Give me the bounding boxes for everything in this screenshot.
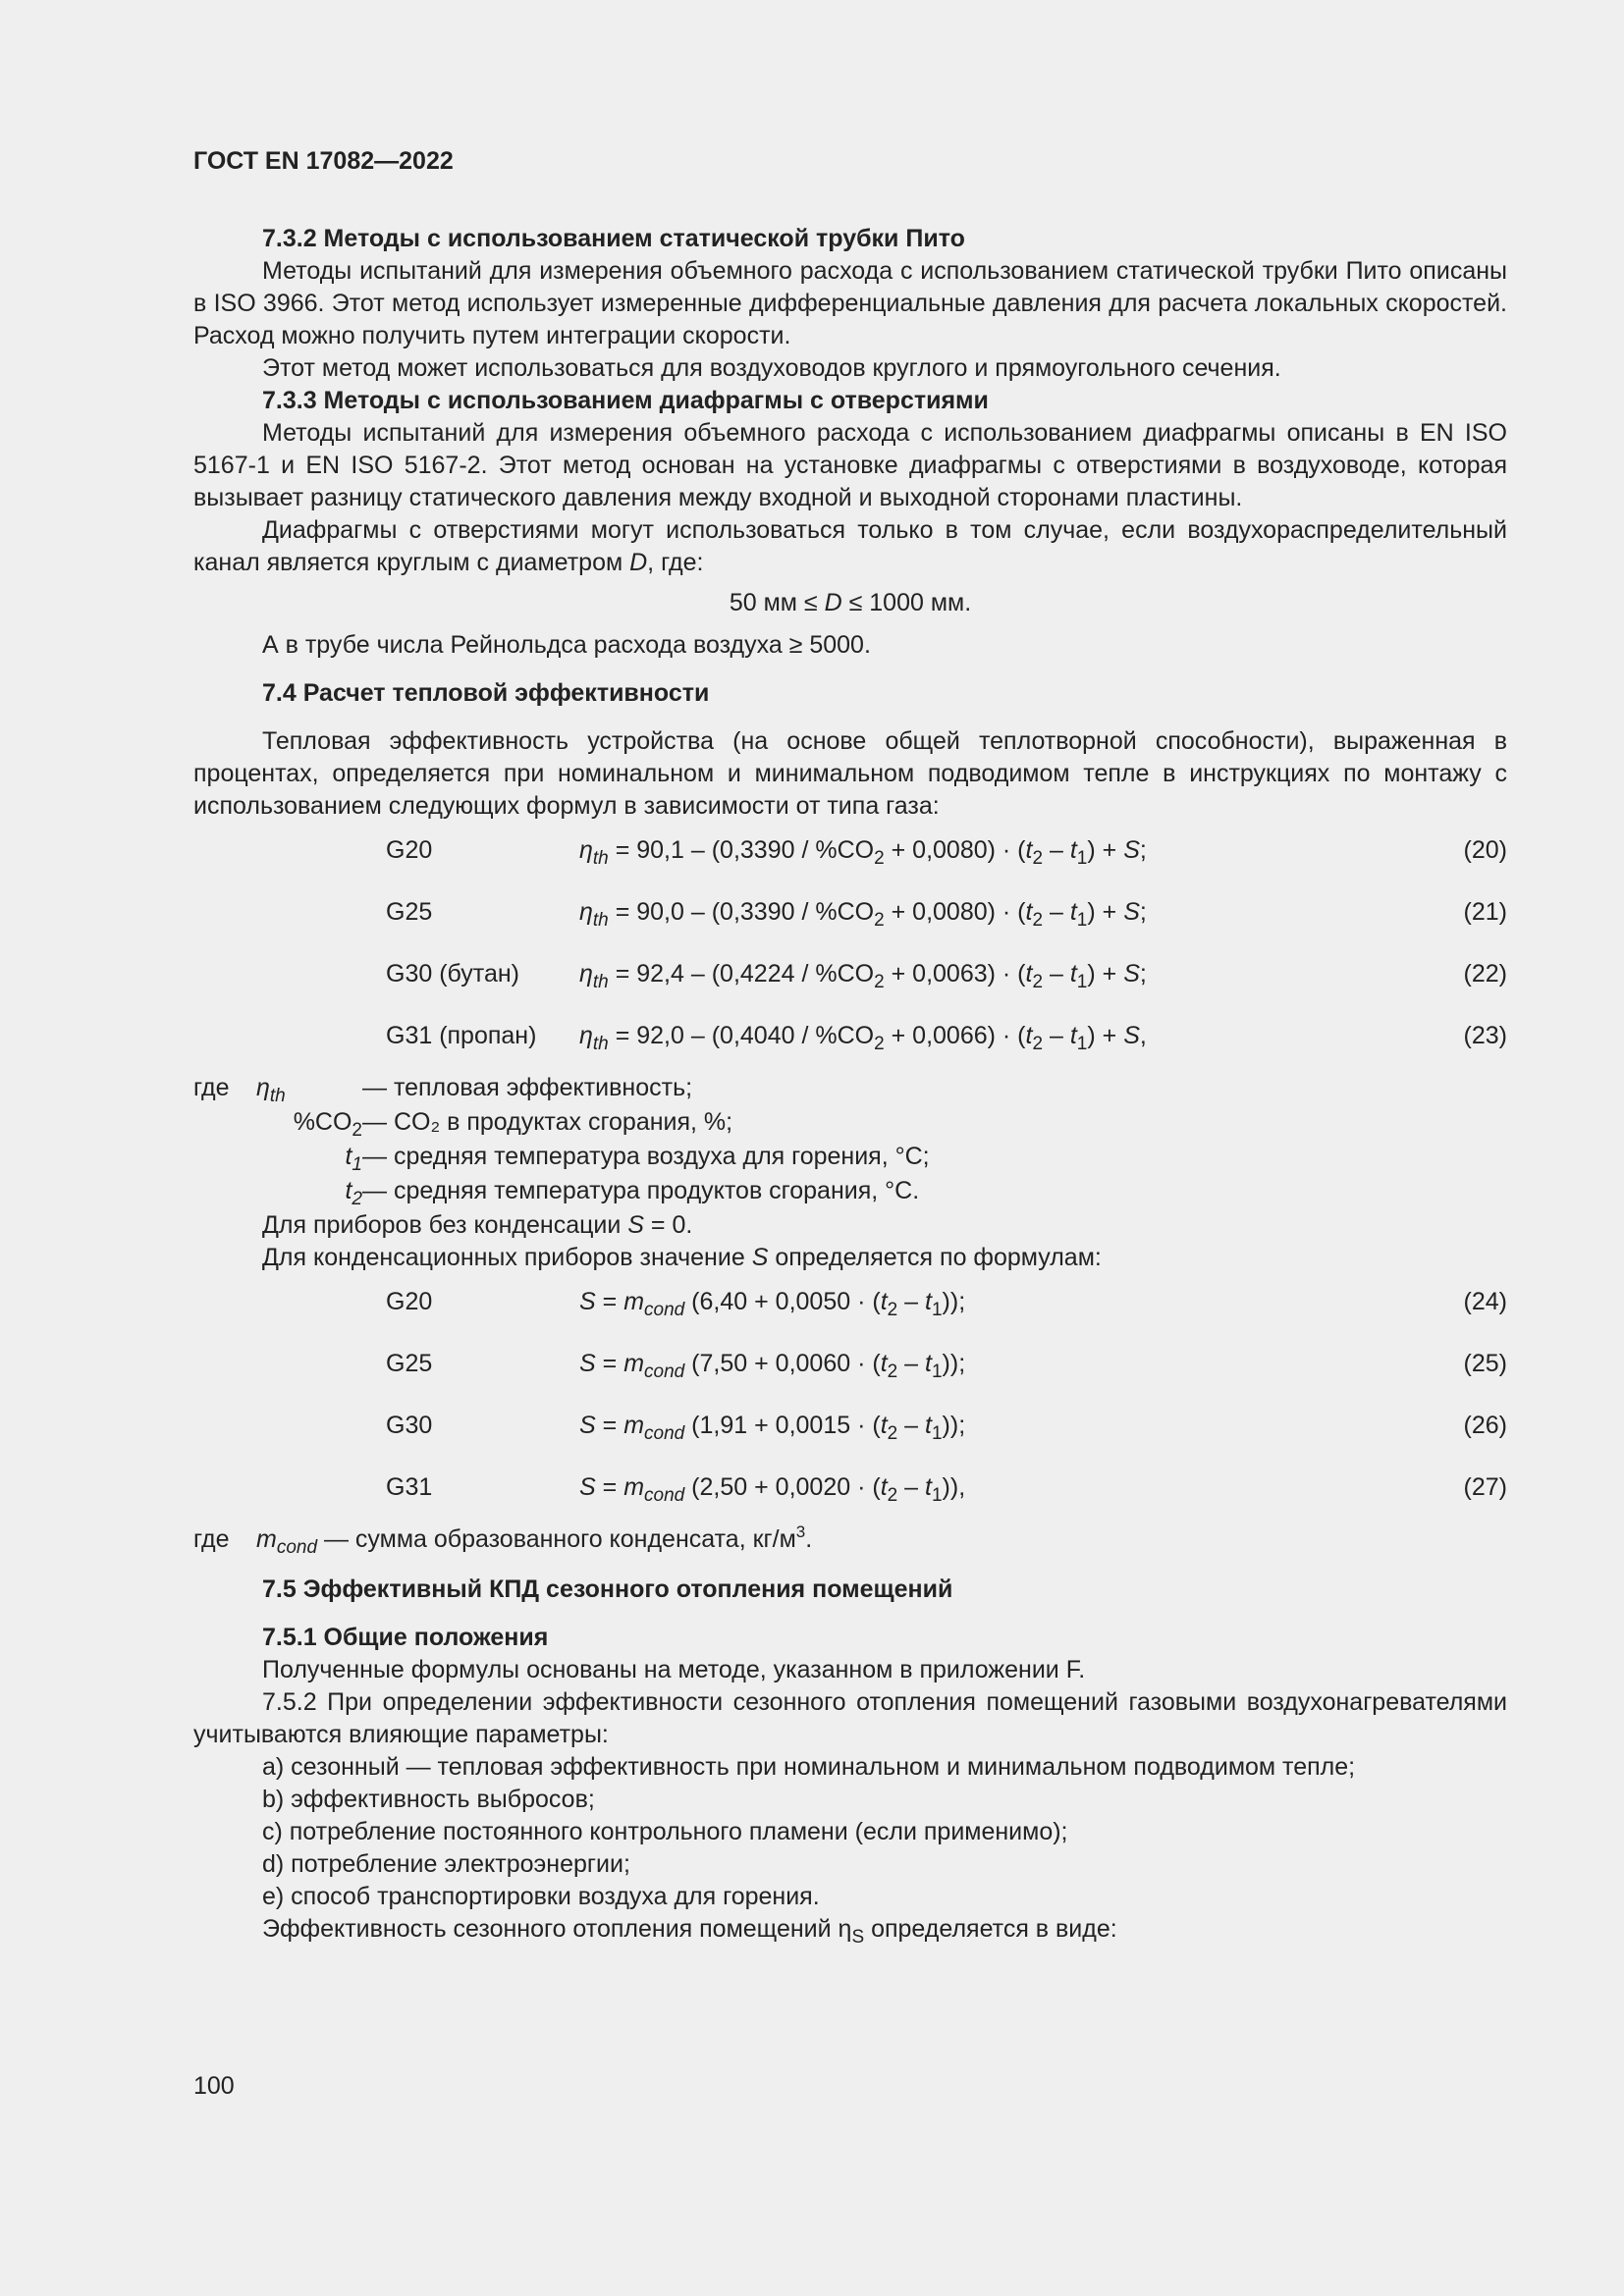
equation-number: (22) [1463, 960, 1507, 988]
section-heading-7-5: 7.5 Эффективный КПД сезонного отопления помещений [262, 1575, 953, 1603]
formula-row [193, 884, 1507, 946]
paragraph: Диафрагмы с отверстиями могут использоваться только в том случае, если воздухораспределительный канал является круглым с диаметром D, где: [193, 516, 1507, 576]
formula-expression: $\eta_{th} = 90,0 - (0,3390 / \%CO_2 + 0,0080) \cdot (t_2 - t_1) + S$; [579, 898, 1147, 931]
formula-row [193, 1336, 1507, 1398]
formula-expression: $\eta_{th} = 92,0 - (0,4040 / \%CO_2 + 0,0066) \cdot (t_2 - t_1) + S$, [579, 1022, 1147, 1054]
equation-number: (23) [1463, 1022, 1507, 1049]
gas-type: G25 [386, 1350, 433, 1377]
paragraph: Тепловая эффективность устройства (на основе общей теплотворной способности), выраженная в процентах, определяется при номинальном и минимальном подводимом тепле в инструкциях по монтажу с использованием следующих формул в зависимости от типа газа: [193, 727, 1507, 820]
where-definition: где $\eta_{th}$ — тепловая эффективность; [193, 1074, 693, 1106]
formula-expression: $S = m_{cond}$ $(7,50 + 0,0060 \cdot (t_2 - t_1))$; [579, 1350, 966, 1382]
formula-row [193, 1008, 1507, 1070]
list-item: e) способ транспортировки воздуха для горения. [262, 1883, 820, 1910]
equation-number: (27) [1463, 1473, 1507, 1501]
list-item: d) потребление электроэнергии; [262, 1850, 630, 1878]
paragraph: Методы испытаний для измерения объемного расхода с использованием статической трубки Пито описаны в ISO 3966. Этот метод использует измеренные дифференциальные давления для расчета локальных скоростей. Расход можно получить путем интеграции скорости. [193, 257, 1507, 349]
document-body [193, 223, 1507, 1946]
diameter-condition: 50 мм ≤ D ≤ 1000 мм. [729, 589, 972, 616]
where-definition-mcond: где $m_{cond}$ — сумма образованного конденсата, $кг/м^3$. [193, 1522, 813, 1558]
equation-number: (25) [1463, 1350, 1507, 1377]
gas-type: G31 (пропан) [386, 1022, 537, 1049]
symbol: $\eta_{th}$ [256, 1074, 286, 1106]
page-number: 100 [193, 2072, 235, 2100]
gas-type: G31 [386, 1473, 433, 1501]
section-heading-7-4: 7.4 Расчет тепловой эффективности [262, 679, 710, 707]
definition-text: — тепловая эффективность; [362, 1074, 693, 1101]
section-heading-7-3-2: 7.3.2 Методы с использованием статической трубки Пито [262, 225, 965, 252]
document-header: ГОСТ EN 17082—2022 [193, 147, 454, 175]
formula-expression: $\eta_{th} = 90,1 - (0,3390 / \%CO_2 + 0,0080) \cdot (t_2 - t_1) + S$; [579, 836, 1147, 869]
gas-type: G25 [386, 898, 433, 926]
where-definitions [193, 1072, 1507, 1209]
equation-number: (21) [1463, 898, 1507, 926]
symbol: $t_1$ [345, 1143, 362, 1175]
symbol: $t_2$ [345, 1177, 362, 1209]
section-heading-7-5-1: 7.5.1 Общие положения [262, 1624, 549, 1651]
paragraph: 7.5.2 При определении эффективности сезонного отопления помещений газовыми воздухонагревателями учитываются влияющие параметры: [193, 1688, 1507, 1748]
symbol: $\%CO_2$ [293, 1108, 362, 1141]
paragraph: А в трубе числа Рейнольдса расхода воздуха ≥ 5000. [262, 631, 871, 659]
gas-type: G20 [386, 1288, 433, 1315]
where-definition [193, 1141, 1507, 1175]
list-item: b) эффективность выбросов; [262, 1786, 595, 1813]
where-definition [193, 1175, 1507, 1209]
section-heading-7-3-3: 7.3.3 Методы с использованием диафрагмы с отверстиями [262, 387, 989, 414]
gas-type: G20 [386, 836, 433, 864]
paragraph: Для конденсационных приборов значение S определяется по формулам: [262, 1244, 1102, 1271]
definition-text: — средняя температура воздуха для горения, °C; [362, 1143, 930, 1170]
paragraph: Методы испытаний для измерения объемного расхода с использованием диафрагмы описаны в EN ISO 5167-1 и EN ISO 5167-2. Этот метод основан на установке диафрагмы с отверстиями в воздуховоде, которая вызывает разницу статического давления между входной и выходной сторонами пластины. [193, 419, 1507, 511]
formula-row [193, 1398, 1507, 1460]
formula-row [193, 1460, 1507, 1522]
formula-row [193, 1274, 1507, 1336]
formula-row [193, 823, 1507, 884]
parameter-list [193, 1751, 1507, 1913]
definition-text: — средняя температура продуктов сгорания, °C. [362, 1177, 920, 1204]
gas-type: G30 (бутан) [386, 960, 519, 988]
condensation-formulas [193, 1274, 1507, 1522]
equation-number: (26) [1463, 1412, 1507, 1439]
gas-type: G30 [386, 1412, 433, 1439]
formula-row [193, 946, 1507, 1008]
list-item: c) потребление постоянного контрольного пламени (если применимо); [262, 1818, 1068, 1845]
paragraph: Этот метод может использоваться для воздуховодов круглого и прямоугольного сечения. [262, 354, 1281, 382]
where-definition [193, 1106, 1507, 1141]
formula-expression: $\eta_{th} = 92,4 - (0,4224 / \%CO_2 + 0,0063) \cdot (t_2 - t_1) + S$; [579, 960, 1147, 992]
formula-expression: $S = m_{cond}$ $(6,40 + 0,0050 \cdot (t_2 - t_1))$; [579, 1288, 966, 1320]
definition-text: — CO₂ в продуктах сгорания, %; [362, 1108, 733, 1136]
equation-number: (24) [1463, 1288, 1507, 1315]
paragraph: Для приборов без конденсации S = 0. [262, 1211, 693, 1239]
paragraph: Эффективность сезонного отопления помещений $\eta_S$ определяется в виде: [262, 1915, 1117, 1948]
paragraph: Полученные формулы основаны на методе, указанном в приложении F. [262, 1656, 1086, 1683]
formula-expression: $S = m_{cond}$ $(2,50 + 0,0020 \cdot (t_2 - t_1))$, [579, 1473, 966, 1506]
efficiency-formulas [193, 823, 1507, 1070]
formula-expression: $S = m_{cond}$ $(1,91 + 0,0015 \cdot (t_2 - t_1))$; [579, 1412, 966, 1444]
equation-number: (20) [1463, 836, 1507, 864]
list-item: a) сезонный — тепловая эффективность при номинальном и минимальном подводимом тепле; [262, 1753, 1356, 1781]
